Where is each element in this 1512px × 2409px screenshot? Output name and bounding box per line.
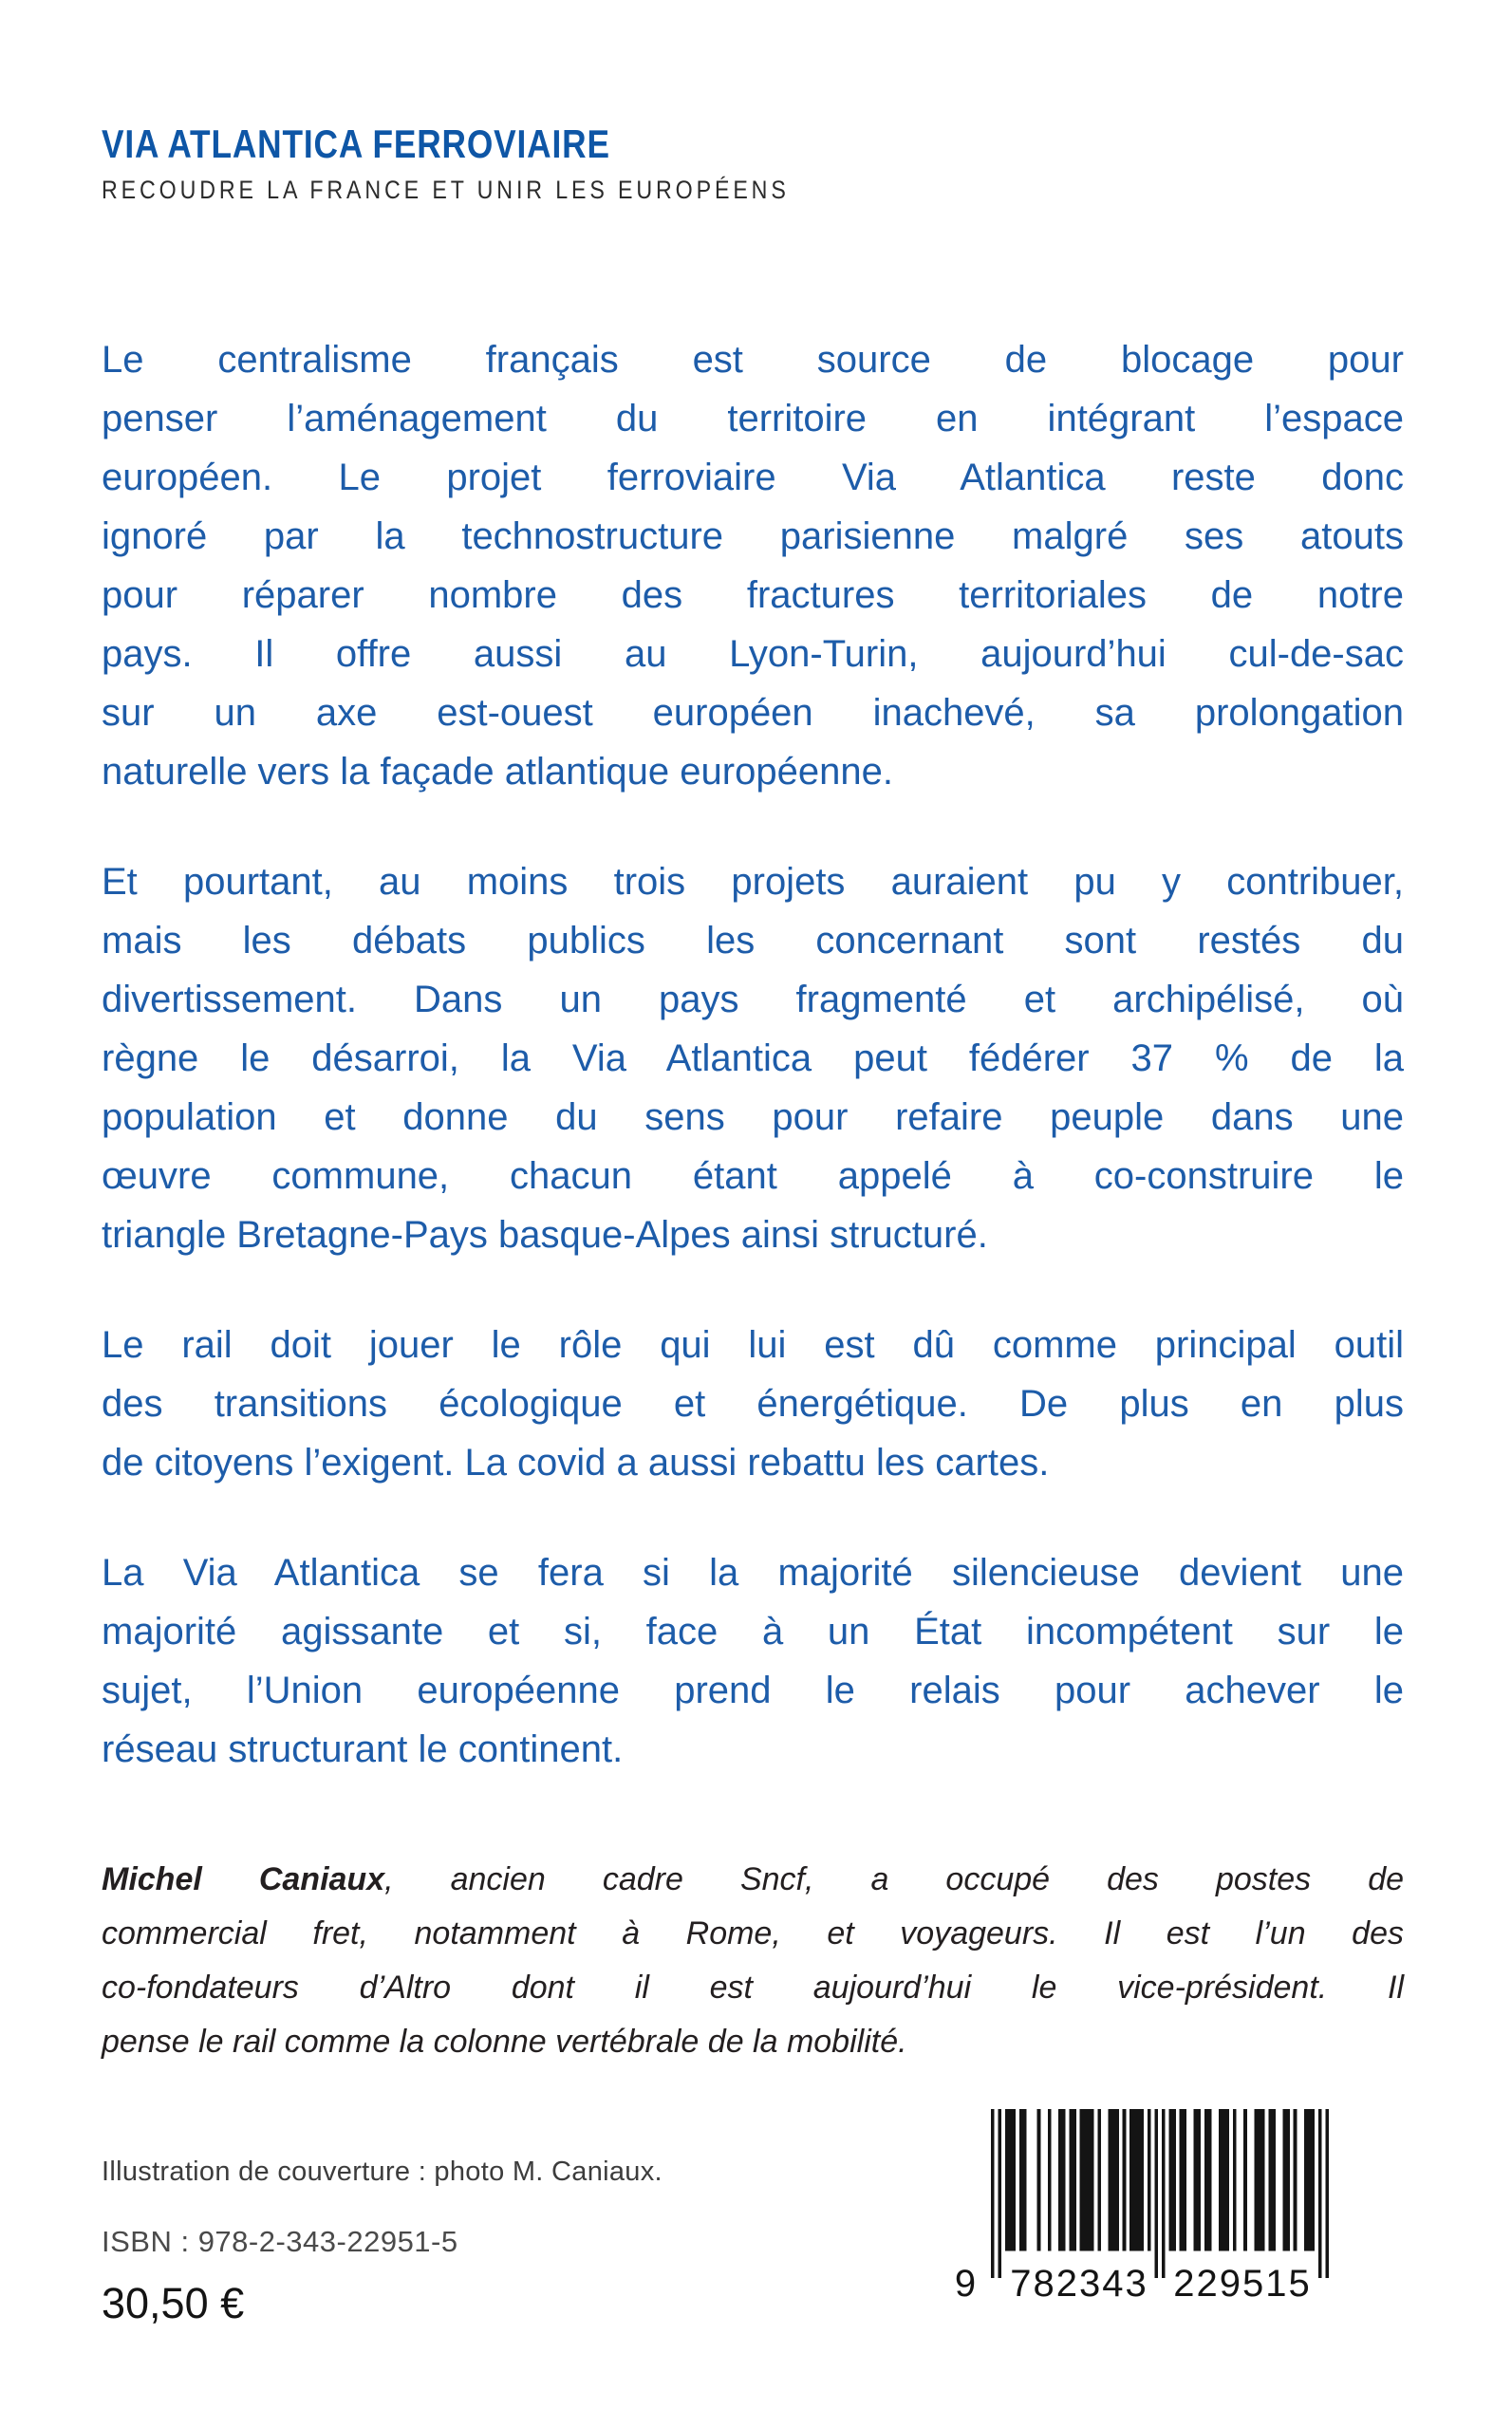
- text-line: pays. Il offre aussi au Lyon-Turin, aujourd’hui cul-de-sac: [102, 633, 1404, 675]
- synopsis-paragraph: [102, 852, 1404, 1264]
- text-line: Michel Caniaux, ancien cadre Sncf, a occupé des postes de: [102, 1861, 1405, 1897]
- isbn-text: ISBN : 978-2-343-22951-5: [102, 2225, 458, 2258]
- text-line: ignoré par la technostructure parisienne malgré ses atouts: [102, 515, 1404, 557]
- text-line: triangle Bretagne-Pays basque-Alpes ainsi structuré.: [102, 1214, 988, 1256]
- text-line: pense le rail comme la colonne vertébrale de la mobilité.: [102, 2024, 907, 2060]
- text-line: pour réparer nombre des fractures territoriales de notre: [102, 574, 1404, 616]
- text-line: Le centralisme français est source de blocage pour: [102, 339, 1404, 381]
- barcode-digit-right-group: 229515: [1173, 2263, 1312, 2305]
- author-name: Michel Caniaux: [102, 1861, 385, 1897]
- text-line: européen. Le projet ferroviaire Via Atlantica reste donc: [102, 457, 1404, 498]
- synopsis-paragraph: [102, 1316, 1404, 1492]
- text-line: Et pourtant, au moins trois projets auraient pu y contribuer,: [102, 861, 1404, 903]
- text-line: mais les débats publics les concernant sont restés du: [102, 920, 1404, 962]
- text-line: La Via Atlantica se fera si la majorité silencieuse devient une: [102, 1552, 1404, 1594]
- text-line: majorité agissante et si, face à un État incompétent sur le: [102, 1611, 1404, 1653]
- text-line: commercial fret, notamment à Rome, et voyageurs. Il est l’un des: [102, 1915, 1404, 1951]
- book-subtitle: RECOUDRE LA FRANCE ET UNIR LES EUROPÉENS: [102, 176, 790, 204]
- header-block: [102, 121, 902, 205]
- text-line: divertissement. Dans un pays fragmenté et archipélisé, où: [102, 979, 1404, 1020]
- text-line: règne le désarroi, la Via Atlantica peut fédérer 37 % de la: [102, 1037, 1404, 1079]
- synopsis: [102, 330, 1404, 1830]
- text-line: population et donne du sens pour refaire peuple dans une: [102, 1096, 1404, 1138]
- text-line: Le rail doit jouer le rôle qui lui est dû comme principal outil: [102, 1324, 1404, 1366]
- price-text: 30,50 €: [102, 2279, 245, 2327]
- text-line: sur un axe est-ouest européen inachevé, sa prolongation: [102, 692, 1404, 734]
- text-line: sujet, l’Union européenne prend le relais pour achever le: [102, 1670, 1404, 1711]
- barcode-bars: [991, 2109, 1329, 2278]
- text-line: naturelle vers la façade atlantique européenne.: [102, 751, 893, 793]
- text-line: de citoyens l’exigent. La covid a aussi rebattu les cartes.: [102, 1442, 1050, 1484]
- text-line: co-fondateurs d’Altro dont il est aujourd’hui le vice-président. Il: [102, 1970, 1404, 2006]
- barcode-digit-left-group: 782343: [1010, 2263, 1148, 2305]
- text-line: des transitions écologique et énergétique. De plus en plus: [102, 1383, 1404, 1425]
- author-bio: [102, 1853, 1404, 2069]
- text-line: œuvre commune, chacun étant appelé à co-construire le: [102, 1155, 1404, 1197]
- text-line: penser l’aménagement du territoire en intégrant l’espace: [102, 398, 1404, 439]
- synopsis-paragraph: [102, 1543, 1404, 1779]
- cover-illustration-credit: Illustration de couverture : photo M. Caniaux.: [102, 2157, 663, 2187]
- synopsis-paragraph: [102, 330, 1404, 801]
- text-line: réseau structurant le continent.: [102, 1728, 624, 1770]
- barcode-digit-first: 9: [954, 2263, 979, 2305]
- ean13-barcode: [954, 2109, 1336, 2305]
- book-title: VIA ATLANTICA FERROVIAIRE: [102, 121, 610, 166]
